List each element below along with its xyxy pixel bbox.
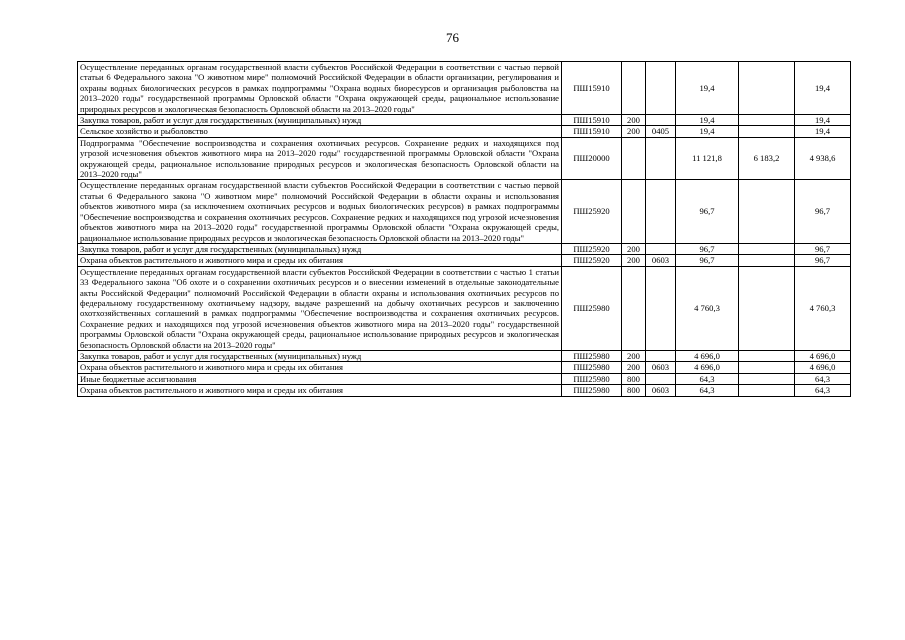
- section-code: [646, 373, 676, 384]
- row-description: Сельское хозяйство и рыболовство: [78, 126, 562, 137]
- amount-federal: [739, 362, 795, 373]
- target-article-code: ПШ25980: [562, 373, 622, 384]
- amount-total: 4 696,0: [676, 350, 739, 361]
- section-code: [646, 62, 676, 115]
- target-article-code: ПШ25980: [562, 266, 622, 350]
- amount-regional: 4 696,0: [795, 362, 851, 373]
- table-row: [78, 255, 851, 266]
- expense-type: 800: [622, 373, 646, 384]
- target-article-code: ПШ25920: [562, 243, 622, 254]
- row-description: Закупка товаров, работ и услуг для государственных (муниципальных) нужд: [78, 115, 562, 126]
- amount-federal: [739, 115, 795, 126]
- amount-total: 4 760,3: [676, 266, 739, 350]
- amount-regional: 96,7: [795, 243, 851, 254]
- amount-regional: 96,7: [795, 180, 851, 243]
- expense-type: 200: [622, 362, 646, 373]
- section-code: [646, 137, 676, 180]
- amount-total: 64,3: [676, 373, 739, 384]
- table-row: [78, 373, 851, 384]
- expense-type: 200: [622, 115, 646, 126]
- section-code: [646, 243, 676, 254]
- amount-regional: 4 938,6: [795, 137, 851, 180]
- amount-federal: [739, 126, 795, 137]
- section-code: 0405: [646, 126, 676, 137]
- amount-federal: [739, 180, 795, 243]
- amount-total: 11 121,8: [676, 137, 739, 180]
- row-description: Закупка товаров, работ и услуг для государственных (муниципальных) нужд: [78, 350, 562, 361]
- amount-regional: 19,4: [795, 115, 851, 126]
- amount-regional: 4 760,3: [795, 266, 851, 350]
- row-description: Осуществление переданных органам государственной власти субъектов Российской Федерации в соответствии с частью 1 статьи 33 Федерального закона "Об охоте и о сохранении охотничьих ресурсов и о внесении изменений в отдельные законодательные акты Российской Федерации" полномочий Российской Федерации в области охраны и использования охотничьих ресурсов по федеральному государственному охотничьему надзору, выдаче разрешений на добычу охотничьих ресурсов и заключению охотхозяйственных соглашений в рамках подпрограммы "Обеспечение воспроизводства и сохранения охотничьих ресурсов. Сохранение редких и находящихся под угрозой исчезновения объектов животного мира на 2013–2020 годы" государственной программы Орловской области "Охрана окружающей среды, рациональное использование природных ресурсов и экологическая безопасность Орловской области на 2013–2020 годы": [78, 266, 562, 350]
- row-description: Охрана объектов растительного и животного мира и среды их обитания: [78, 385, 562, 396]
- table-row: [78, 266, 851, 350]
- target-article-code: ПШ25920: [562, 255, 622, 266]
- amount-total: 64,3: [676, 385, 739, 396]
- amount-regional: 64,3: [795, 385, 851, 396]
- row-description: Охрана объектов растительного и животного мира и среды их обитания: [78, 255, 562, 266]
- expense-type: 200: [622, 350, 646, 361]
- amount-regional: 19,4: [795, 62, 851, 115]
- section-code: 0603: [646, 255, 676, 266]
- page-number: 76: [446, 30, 459, 45]
- amount-regional: 64,3: [795, 373, 851, 384]
- row-description: Осуществление переданных органам государственной власти субъектов Российской Федерации в соответствии с частью первой статьи 6 Федерального закона "О животном мире" полномочий Российской Федерации в области организации, регулирования и охраны водных биологических ресурсов в рамках подпрограммы "Охрана водных биоресурсов и организация рыболовства на 2013–2020 годы" государственной программы Орловской области "Охрана окружающей среды, рациональное использование природных ресурсов и экологическая безопасность Орловской области на 2013–2020 годы": [78, 62, 562, 115]
- section-code: [646, 350, 676, 361]
- amount-total: 19,4: [676, 62, 739, 115]
- target-article-code: ПШ25980: [562, 362, 622, 373]
- section-code: [646, 115, 676, 126]
- section-code: 0603: [646, 362, 676, 373]
- amount-total: 96,7: [676, 180, 739, 243]
- amount-regional: 19,4: [795, 126, 851, 137]
- table-row: [78, 362, 851, 373]
- row-description: Охрана объектов растительного и животного мира и среды их обитания: [78, 362, 562, 373]
- expense-type: 200: [622, 126, 646, 137]
- amount-federal: [739, 266, 795, 350]
- target-article-code: ПШ25980: [562, 350, 622, 361]
- expense-type: 200: [622, 255, 646, 266]
- expense-type: [622, 137, 646, 180]
- section-code: 0603: [646, 385, 676, 396]
- row-description: Закупка товаров, работ и услуг для государственных (муниципальных) нужд: [78, 243, 562, 254]
- amount-federal: [739, 62, 795, 115]
- row-description: Подпрограмма "Обеспечение воспроизводства и сохранения охотничьих ресурсов. Сохранение редких и находящихся под угрозой исчезновения объектов животного мира на 2013–2020 годы" государственной программы Орловской области "Охрана окружающей среды, рациональное использование природных ресурсов и экологическая безопасность Орловской области на 2013–2020 годы": [78, 137, 562, 180]
- row-description: Осуществление переданных органам государственной власти субъектов Российской Федерации в соответствии с частью первой статьи 6 Федерального закона "О животном мире" полномочий Российской Федерации в области охраны и использования объектов животного мира (за исключением охотничьих ресурсов и водных биологических ресурсов) в рамках подпрограммы "Обеспечение воспроизводства и сохранения охотничьих ресурсов. Сохранение редких и находящихся под угрозой исчезновения объектов животного мира на 2013–2020 годы" государственной программы Орловской области "Охрана окружающей среды, рациональное использование природных ресурсов и экологическая безопасность Орловской области на 2013–2020 годы": [78, 180, 562, 243]
- amount-federal: 6 183,2: [739, 137, 795, 180]
- table-row: [78, 137, 851, 180]
- table-body: [78, 62, 851, 397]
- amount-total: 19,4: [676, 126, 739, 137]
- expense-type: [622, 266, 646, 350]
- expense-type: [622, 62, 646, 115]
- expense-type: [622, 180, 646, 243]
- target-article-code: ПШ15910: [562, 126, 622, 137]
- row-description: Иные бюджетные ассигнования: [78, 373, 562, 384]
- amount-total: 96,7: [676, 243, 739, 254]
- amount-federal: [739, 255, 795, 266]
- table-row: [78, 62, 851, 115]
- table-row: [78, 126, 851, 137]
- amount-total: 19,4: [676, 115, 739, 126]
- amount-regional: 4 696,0: [795, 350, 851, 361]
- target-article-code: ПШ25980: [562, 385, 622, 396]
- amount-federal: [739, 243, 795, 254]
- target-article-code: ПШ15910: [562, 115, 622, 126]
- section-code: [646, 180, 676, 243]
- table-row: [78, 385, 851, 396]
- expense-type: 200: [622, 243, 646, 254]
- target-article-code: ПШ20000: [562, 137, 622, 180]
- amount-federal: [739, 373, 795, 384]
- amount-total: 4 696,0: [676, 362, 739, 373]
- section-code: [646, 266, 676, 350]
- target-article-code: ПШ25920: [562, 180, 622, 243]
- table-row: [78, 243, 851, 254]
- budget-table: [77, 61, 851, 397]
- amount-federal: [739, 385, 795, 396]
- amount-federal: [739, 350, 795, 361]
- table-row: [78, 180, 851, 243]
- expense-type: 800: [622, 385, 646, 396]
- table-row: [78, 350, 851, 361]
- target-article-code: ПШ15910: [562, 62, 622, 115]
- amount-regional: 96,7: [795, 255, 851, 266]
- table-row: [78, 115, 851, 126]
- amount-total: 96,7: [676, 255, 739, 266]
